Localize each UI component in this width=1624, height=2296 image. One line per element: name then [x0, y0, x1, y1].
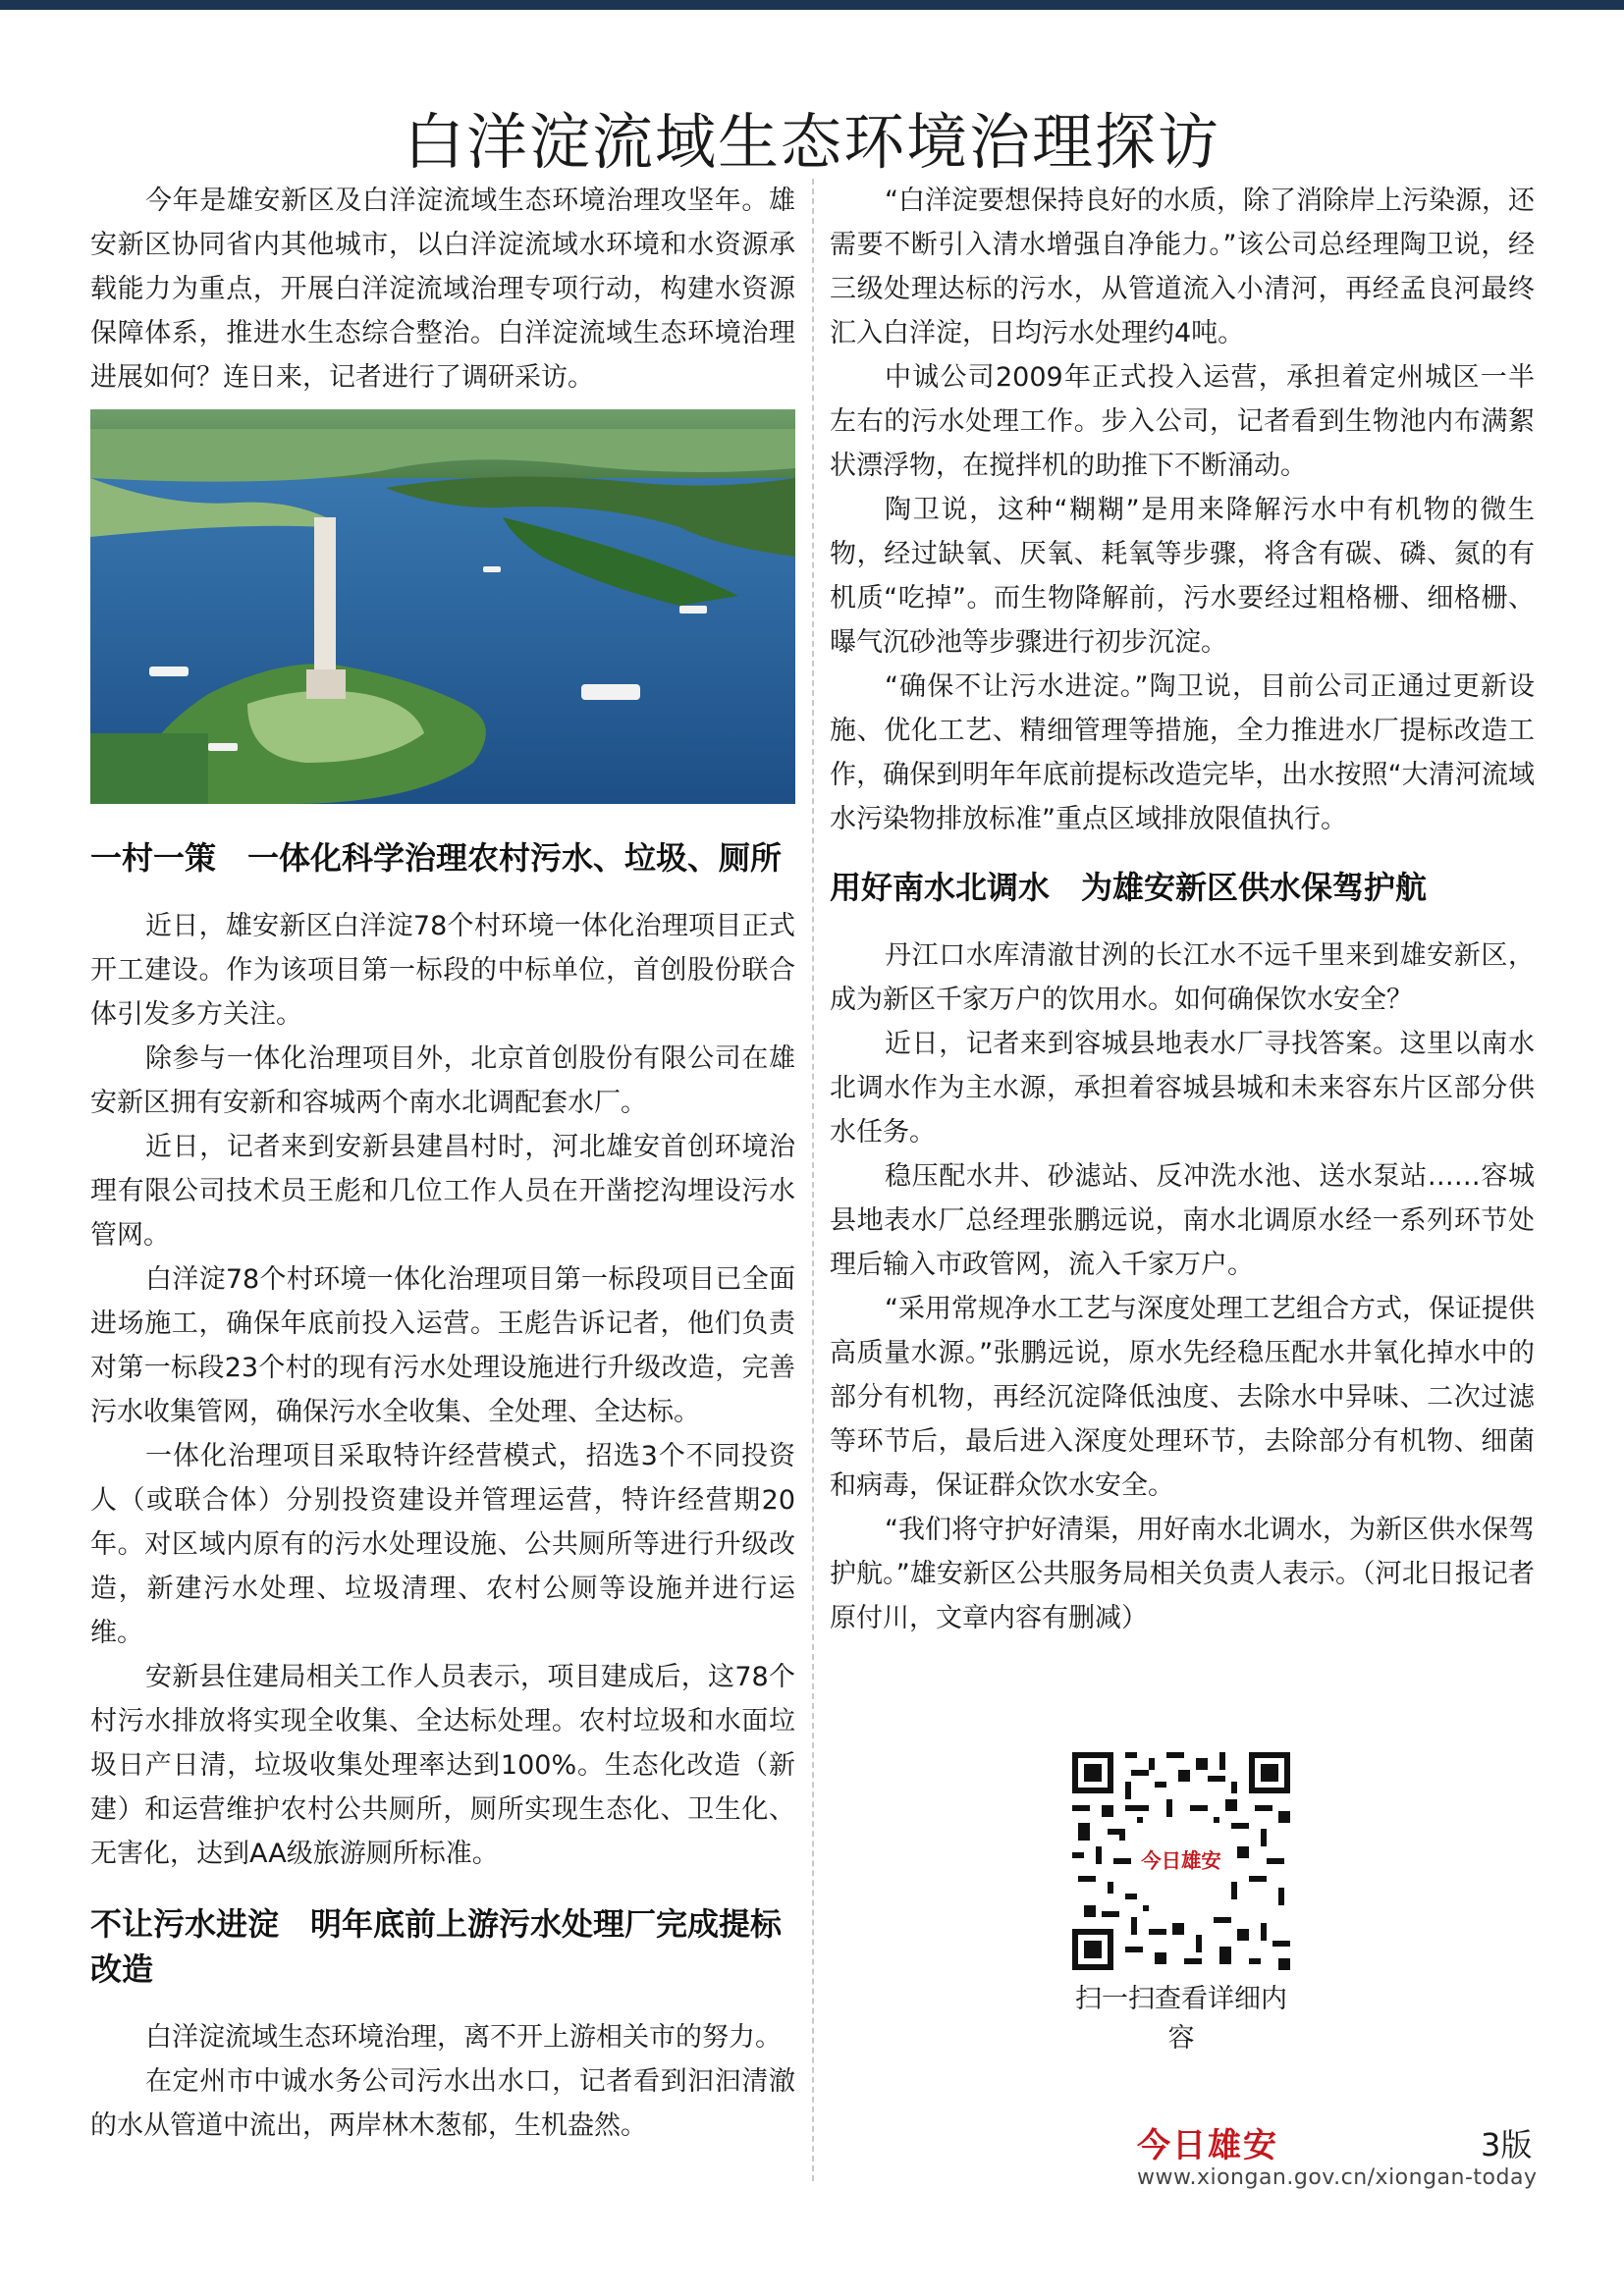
section1-paragraph: 安新县住建局相关工作人员表示，项目建成后，这78个村污水排放将实现全收集、全达标处理。农村垃圾和水面垃圾日产日清，垃圾收集处理率达到100%。生态化改造（新建）和运营维护农村公共厕所，厕所实现生态化、卫生化、无害化，达到AA级旅游厕所标准。 — [90, 1662, 795, 1869]
section1-paragraph: 白洋淀78个村环境一体化治理项目第一标段项目已全面进场施工，确保年底前投入运营。王彪告诉记者，他们负责对第一标段23个村的现有污水处理设施进行升级改造，完善污水收集管网，确保污水全收集、全处理、全达标。 — [90, 1264, 795, 1427]
qr-caption: 扫一扫查看详细内容 — [1075, 1984, 1287, 2054]
aerial-photo-illustration — [90, 409, 795, 804]
top-color-bar — [0, 0, 1624, 10]
section2-heading: 不让污水进淀 明年底前上游污水处理厂完成提标改造 — [90, 1905, 783, 1988]
section3-paragraph: 丹江口水库清澈甘洌的长江水不远千里来到雄安新区，成为新区千家万户的饮用水。如何确保饮水安全？ — [830, 940, 1535, 1015]
column-divider — [812, 179, 814, 2181]
section1-paragraph: 一体化治理项目采取特许经营模式，招选3个不同投资人（或联合体）分别投资建设并管理运营，特许经营期20年。对区域内原有的污水处理设施、公共厕所等进行升级改造，新建污水处理、垃圾清理、农村公厕等设施并进行运维。 — [90, 1441, 795, 1648]
body-paragraph: “白洋淀要想保持良好的水质，除了消除岸上污染源，还需要不断引入清水增强自净能力。”该公司总经理陶卫说，经三级处理达标的污水，从管道流入小清河，再经孟良河最终汇入白洋淀，日均污水处理约4吨。 — [830, 186, 1535, 348]
qr-code-block — [1063, 1752, 1299, 2058]
monument-tower — [314, 517, 336, 679]
intro-paragraph: 今年是雄安新区及白洋淀流域生态环境治理攻坚年。雄安新区协同省内其他城市，以白洋淀流域水环境和水资源承载能力为重点，开展白洋淀流域治理专项行动，构建水资源保障体系，推进水生态综合整治。白洋淀流域生态环境治理进展如何？连日来，记者进行了调研采访。 — [90, 186, 795, 393]
footer-logo: 今日雄安 — [1137, 2126, 1278, 2165]
qr-logo-text: 今日雄安 — [1141, 1848, 1221, 1873]
footer-url[interactable]: www.xiongan.gov.cn/xiongan-today — [1137, 2165, 1538, 2190]
section3-paragraph: “采用常规净水工艺与深度处理工艺组合方式，保证提供高质量水源。”张鹏远说，原水先经稳压配水井氧化掉水中的部分有机物，再经沉淀降低浊度、去除水中异味、二次过滤等环节后，最后进入深度处理环节，去除部分有机物、细菌和病毒，保证群众饮水安全。 — [830, 1294, 1535, 1501]
body-paragraph: 中诚公司2009年正式投入运营，承担着定州城区一半左右的污水处理工作。步入公司，记者看到生物池内布满絮状漂浮物，在搅拌机的助推下不断涌动。 — [830, 362, 1535, 481]
tour-boat — [581, 684, 640, 700]
body-paragraph: 陶卫说，这种“糊糊”是用来降解污水中有机物的微生物，经过缺氧、厌氧、耗氧等步骤，将含有碳、磷、氮的有机质“吃掉”。而生物降解前，污水要经过粗格栅、细格栅、曝气沉砂池等步骤进行初步沉淀。 — [830, 495, 1535, 658]
section2-paragraph: 白洋淀流域生态环境治理，离不开上游相关市的努力。 — [145, 2022, 782, 2053]
section2-paragraph: 在定州市中诚水务公司污水出水口，记者看到汩汩清澈的水从管道中流出，两岸林木葱郁，生机盎然。 — [90, 2066, 795, 2141]
right-column — [830, 179, 1535, 1640]
section3-heading: 用好南水北调水 为雄安新区供水保驾护航 — [830, 869, 1428, 906]
section1-paragraph: 近日，雄安新区白洋淀78个村环境一体化治理项目正式开工建设。作为该项目第一标段的中标单位，首创股份联合体引发多方关注。 — [90, 911, 795, 1030]
section3-paragraph: 稳压配水井、砂滤站、反冲洗水池、送水泵站……容城县地表水厂总经理张鹏远说，南水北调原水经一系列环节处理后输入市政管网，流入千家万户。 — [830, 1161, 1535, 1280]
section3-paragraph: “我们将守护好清渠，用好南水北调水，为新区供水保驾护航。”雄安新区公共服务局相关负责人表示。（河北日报记者 原付川，文章内容有删减） — [830, 1515, 1535, 1633]
section3-paragraph: 近日，记者来到容城县地表水厂寻找答案。这里以南水北调水作为主水源，承担着容城县城和未来容东片区部分供水任务。 — [830, 1029, 1535, 1148]
qr-code-icon[interactable] — [1072, 1752, 1290, 1970]
page-title: 白洋淀流域生态环境治理探访 — [403, 105, 1220, 178]
left-column — [90, 179, 795, 2148]
baiyangdian-aerial-photo — [90, 409, 795, 804]
section1-heading: 一村一策 一体化科学治理农村污水、垃圾、厕所 — [90, 839, 783, 877]
page-number: 3版 — [1481, 2126, 1533, 2163]
section1-paragraph: 除参与一体化治理项目外，北京首创股份有限公司在雄安新区拥有安新和容城两个南水北调配套水厂。 — [90, 1043, 795, 1118]
body-paragraph: “确保不让污水进淀。”陶卫说，目前公司正通过更新设施、优化工艺、精细管理等措施，全力推进水厂提标改造工作，确保到明年年底前提标改造完毕，出水按照“大清河流域水污染物排放标准”重点区域排放限值执行。 — [830, 671, 1535, 834]
section1-paragraph: 近日，记者来到安新县建昌村时，河北雄安首创环境治理有限公司技术员王彪和几位工作人员在开凿挖沟埋设污水管网。 — [90, 1132, 795, 1251]
